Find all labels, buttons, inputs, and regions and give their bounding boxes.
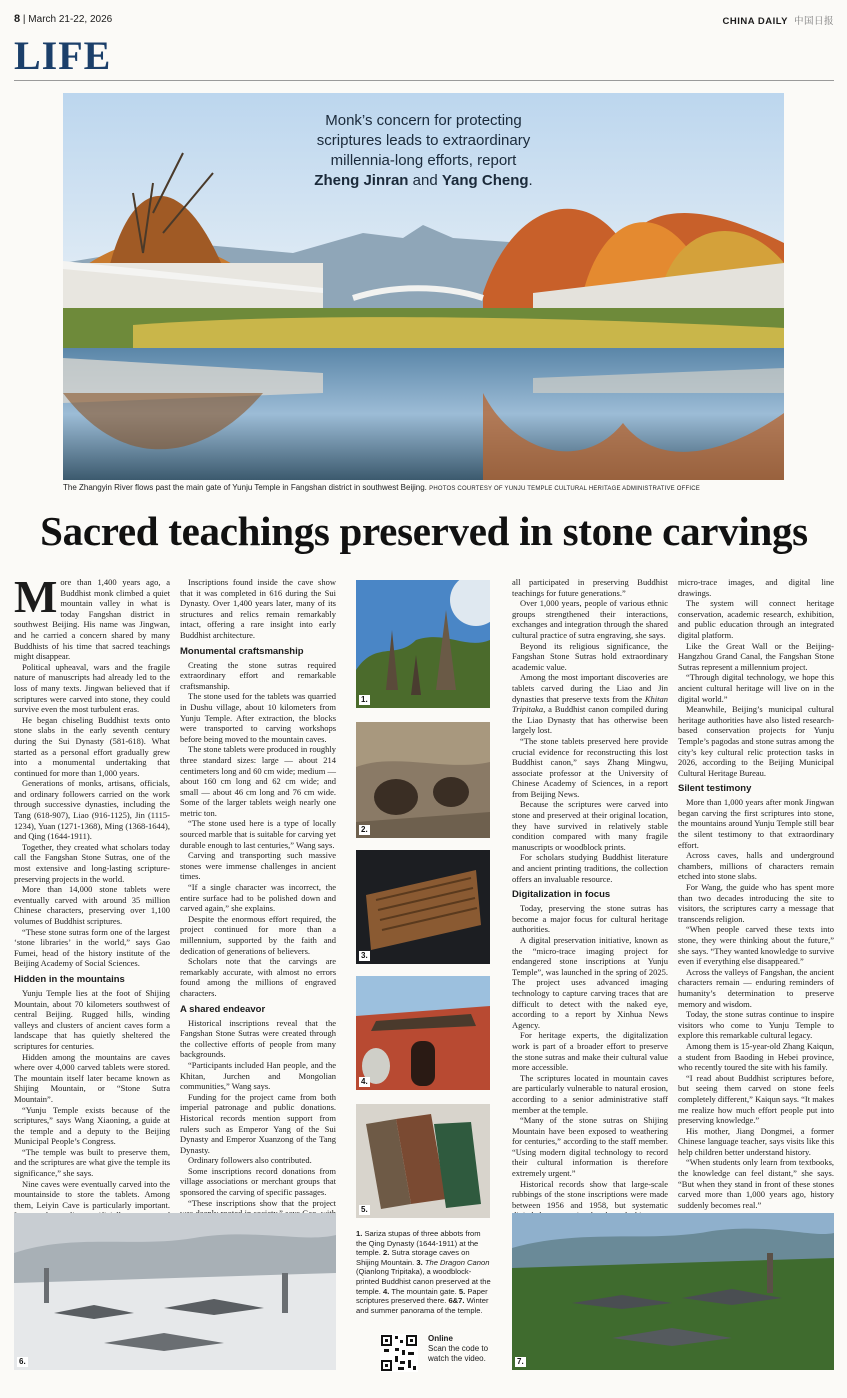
paragraph: Nine caves were eventually carved into the mountainside to store the tablets. Among them, Leiyin Cave is particularly important. xyxy=(14,1178,170,1210)
photo-number-5: 5. xyxy=(361,1205,368,1214)
drop-cap: M xyxy=(14,571,58,622)
photo-number-7: 7. xyxy=(517,1357,524,1366)
paragraph-text: ore than 1,400 years ago, a Buddhist monk climbed a quiet mountain valley in what is today Fangshan district in southwest Beijing. His name was Jingwan, and he carried a concern shared by many Buddhists of his time that sacred teachings might disappear. xyxy=(14,577,170,662)
paragraph: “When students only learn from textbooks, the knowledge can feel distant,” she says. “But when they stand in front of these stones carved more than 1,000 years ago, history suddenly becomes real.” xyxy=(678,1157,834,1210)
paragraph: “Through digital technology, we hope this ancient cultural heritage will live on in the digital world.” xyxy=(678,672,834,704)
photo-mountain-gate xyxy=(356,976,490,1090)
photo-stupas xyxy=(356,580,490,708)
paragraph: “The temple was built to preserve them, and the scriptures are what give the temple its significance,” she says. xyxy=(14,1146,170,1179)
paragraph: His mother, Jiang Dongmei, a former Chinese language teacher, says visits like this help children better understand history. xyxy=(678,1125,834,1157)
paragraph: “Participants included Han people, and the Khitan, Jurchen and Mongolian communities,” Wang says. xyxy=(180,1059,336,1092)
paragraph: Over 1,000 years, people of various ethnic groups strengthened their interactions, exchanges and integration through the shared cultural practice of sutra engraving, she says. xyxy=(512,598,668,640)
paragraph: A digital preservation initiative, known as the “micro-trace imaging project for endangered stone inscriptions at Yunju Temple”, was launched in the spring of 2025. The project uses advanced imaging technology to capture carving traces that are difficult to detect with the naked eye, according to a report by Xinhua News Agency. xyxy=(512,935,668,1030)
paragraph: The stone tablets were produced in roughly three standard sizes: large — about 214 centimeters long and 60 cm wide; medium — about 160 cm long and 62 cm wide; and small — about 46 cm long and 76 cm wide. Some of the larger tablets weigh nearly one metric ton. xyxy=(180,744,336,818)
caption-text-4: The mountain gate. xyxy=(389,1286,459,1296)
paragraph: micro-trace images, and digital line drawings. xyxy=(678,577,834,598)
author-1: Zheng Jinran xyxy=(314,172,409,189)
online-title: Online xyxy=(428,1334,453,1343)
column-2 xyxy=(180,577,336,1240)
photo-number-3: 3. xyxy=(361,951,368,960)
paragraph: “The stone tablets preserved here provide crucial evidence for reconstructing this lost Buddhist canon,” says Zhang Mingwu, associate professor at the University of Chinese Academy of Sciences, in a report from Beijing News. xyxy=(512,735,668,799)
paragraph: Because the scriptures were carved into stone and preserved at their original location, they have survived in relatively stable condition compared with many fragile manuscripts or woodblock prints. xyxy=(512,799,668,852)
caption-num-1: 1. xyxy=(356,1229,363,1238)
hero-caption xyxy=(63,483,823,492)
photo-paper-scriptures xyxy=(356,1104,490,1218)
gate-illustration xyxy=(356,976,490,1090)
author-2: Yang Cheng xyxy=(441,172,529,189)
photo-captions xyxy=(356,1229,492,1315)
paragraph: Ordinary followers also contributed. xyxy=(188,1155,312,1166)
paragraph-part: Among the most important discoveries are tablets carved during the Liao and Jin dynasties that preserve texts from the xyxy=(512,672,668,704)
photo-caves xyxy=(356,722,490,838)
paragraph: Together, they created what scholars today call the Fangshan Stone Sutras, one of the most extensive and long-lasting scripture-preserving projects in the world. xyxy=(14,841,170,884)
scriptures-illustration xyxy=(356,1104,490,1218)
hero-photo xyxy=(63,93,784,480)
photo-number-2: 2. xyxy=(361,825,368,834)
paragraph: “The stone used here is a type of locally sourced marble that is suitable for carving yet durable enough to last centuries,” Wang says. xyxy=(180,818,336,850)
paragraph: More than 1,000 years after monk Jingwan began carving the first scriptures into stone, the mountains around Yunju Temple still bear the silent testimony to that extraordinary effort. xyxy=(678,797,834,850)
qr-code[interactable] xyxy=(380,1334,418,1372)
paragraph: Historical inscriptions reveal that the Fangshan Stone Sutras were created through the collective efforts of people from many backgrounds. xyxy=(180,1017,336,1060)
column-1 xyxy=(14,571,170,1263)
woodblock-illustration xyxy=(356,850,490,964)
section-rule xyxy=(14,80,834,81)
paragraph: He began chiseling Buddhist texts onto stone slabs in the early seventh century during the Sui Dynasty (581-618). What started as a personal effort gradually grew into a monumental undertaking that continued for more than 1,000 years. xyxy=(14,714,170,778)
paragraph: The system will connect heritage conservation, academic research, exhibition, and public education through an integrated digital platform. xyxy=(678,598,834,640)
issue-date: March 21-22, 2026 xyxy=(28,14,113,25)
caption-text-3: (Qianlong Tripitaka), a woodblock-printed Buddhist canon preserved at the temple. xyxy=(356,1267,491,1296)
column-5 xyxy=(678,577,834,1251)
paragraph: Among them is 15-year-old Zhang Kaiqun, a student from Baoding in Hebei province, who recently toured the site with his family. xyxy=(678,1040,834,1073)
caption-text-1: Sariza stupas of three abbots from the Qing Dynasty (1644-1911) at the temple. xyxy=(356,1229,481,1258)
paragraph: Historical records show that large-scale rubbings of the stone inscriptions were made between 1956 and 1958, but systematic xyxy=(512,1178,668,1210)
paragraph: Across the valleys of Fangshan, the ancient characters remain — enduring reminders of humanity’s determination to preserve memory and wisdom. xyxy=(678,966,834,1009)
caption-num-67: 6&7. xyxy=(448,1296,465,1306)
paragraph: “Many of the stone sutras on Shijing Mountain have been exposed to weathering for centuries,” according to the staff member. “Using modern digital technology to record their cultural information is therefore extremely urgent.” xyxy=(512,1115,668,1179)
paragraph: “Yunju Temple exists because of the scriptures,” says Wang Xiaoning, a guide at the temple and a deputy to the Beijing Municipal People’s Congress. xyxy=(14,1104,170,1147)
subhead-monumental-craftsmanship: Monumental craftsmanship xyxy=(180,645,304,657)
hero-caption-text: The Zhangyin River flows past the main gate of Yunju Temple in Fangshan district in southwest Beijing. xyxy=(63,483,427,492)
paragraph: Today, preserving the stone sutras has become a major focus for cultural heritage authorities. xyxy=(512,903,668,935)
winter-panorama-illustration xyxy=(14,1213,336,1370)
masthead xyxy=(723,13,834,27)
paragraph: Funding for the project came from both imperial patronage and public donations. Historical records mention support from rulers such as Emperor Yang of the Sui Dynasty and Emperor Xuanzong of the Tang Dynasty. xyxy=(180,1091,336,1155)
subhead-shared-endeavor: A shared endeavor xyxy=(180,1003,266,1015)
khitan-tripitaka-title: Khitan Tripitaka xyxy=(512,693,668,715)
paragraph: Meanwhile, Beijing’s municipal cultural heritage authorities have also listed research-based conservation projects for Yunju Temple’s pagodas and stone sutras among the city’s key cultural relic protection tasks in 2026, according to the Beijing Municipal Cultural Heritage Bureau. xyxy=(678,704,834,778)
caption-num-2: 2. xyxy=(383,1248,390,1258)
paragraph: Across caves, halls and underground chambers, millions of characters remain etched into stone slabs. xyxy=(678,850,834,882)
paragraph: Beyond its religious significance, the Fangshan Stone Sutras hold extraordinary academic value. xyxy=(512,640,668,672)
caption-num-4: 4. xyxy=(383,1286,390,1296)
paragraph: Generations of monks, artisans, officials, and ordinary followers carried on the work through successive dynasties, including the Tang (618-907), Liao (916-1125), Jin (1115-1234), Yuan (1271-1368), Ming (1368-1644), and Qing (1644-1911). xyxy=(14,778,170,842)
paper-name: CHINA DAILY xyxy=(722,16,788,27)
standfirst-line-2: scriptures leads to extraordinary xyxy=(316,132,531,149)
photo-summer-panorama xyxy=(512,1213,834,1370)
paragraph: Political upheaval, wars and the fragile nature of manuscripts had already led to the loss of many texts. Jingwan believed that if scriptures were carved into stone, they could survive even the most turbulent eras. xyxy=(14,661,170,715)
standfirst-line-3: millennia-long efforts, report xyxy=(330,152,517,169)
standfirst-authors: Zheng Jinran and Yang Cheng. xyxy=(314,172,533,189)
lead-paragraph xyxy=(14,571,170,662)
paragraph: Inscriptions found inside the cave show that it was completed in 616 during the Sui Dynasty. Over 1,400 years later, many of its structures and relics remain remarkably intact, offering a rare insight into early Buddhist architecture. xyxy=(180,577,336,640)
caption-text-2: Sutra storage caves on Shijing Mountain. xyxy=(356,1248,470,1267)
caption-text-5: Paper scriptures preserved there. xyxy=(356,1286,488,1306)
subhead-silent-testimony: Silent testimony xyxy=(678,783,752,795)
paragraph: Some inscriptions record donations from village associations or merchant groups that sponsored the carving of specific passages. xyxy=(180,1165,336,1198)
separator: | xyxy=(22,14,29,25)
paragraph: Like the Great Wall or the Beijing-Hangzhou Grand Canal, the Fangshan Stone Sutras represent a millennium project. xyxy=(678,640,834,672)
photo-number-6: 6. xyxy=(19,1357,26,1366)
summer-panorama-illustration xyxy=(512,1213,834,1370)
headline: Sacred teachings preserved in stone carvings xyxy=(40,508,808,554)
online-text: Scan the code to watch the video. xyxy=(428,1344,489,1363)
paragraph: For scholars studying Buddhist literature and ancient printing traditions, the collection offers an invaluable resource. xyxy=(512,852,668,884)
paragraph: Creating the stone sutras required extraordinary effort and remarkable craftsmanship. xyxy=(180,659,336,691)
photo-dragon-canon xyxy=(356,850,490,964)
paragraph: “I read about Buddhist scriptures before, but seeing them carved on stone feels completely different,” Kaiqun says. “It makes me realize how much effort people put into preserving knowledge.” xyxy=(678,1072,834,1126)
paragraph: Despite the enormous effort required, the project continued for more than a millennium, supported by the faith and dedication of generations of believers. xyxy=(180,913,336,956)
paper-name-chinese: 中国日报 xyxy=(793,16,834,27)
page-number: 8 xyxy=(14,13,21,25)
paragraph: The stone used for the tablets was quarried in Dushu village, about 10 kilometers from Yunju Temple. After extraction, the blocks were transported to carving workshops before being moved to the mountain caves. xyxy=(180,691,336,744)
caption-title-3: The Dragon Canon xyxy=(424,1257,490,1267)
paragraph: Today, the stone sutras continue to inspire visitors who come to Yunju Temple to explore this remarkable cultural legacy. xyxy=(678,1009,834,1041)
paragraph: Yunju Temple lies at the foot of Shijing Mountain, about 70 kilometers southwest of central Beijing. Rugged hills, winding valleys and clusters of ancient caves form a landscape that has quietly sheltered the scriptures for centuries. xyxy=(14,987,170,1051)
subhead-hidden-in-mountains: Hidden in the mountains xyxy=(14,973,125,985)
paragraph: More than 14,000 stone tablets were eventually carved with around 35 million Chinese characters, preserving over 1,100 volumes of Buddhist scriptures. xyxy=(14,884,170,926)
paragraph: “These inscriptions show that the project xyxy=(188,1197,336,1208)
paragraph: For Wang, the guide who has spent more than two decades introducing the site to visitors, the scriptures carry a message that transcends religion. xyxy=(678,882,834,924)
caption-text-67: Winter and summer panorama of the temple. xyxy=(356,1296,489,1315)
cave-illustration xyxy=(356,722,490,838)
stupa-illustration xyxy=(356,580,490,708)
paragraph: The scriptures located in mountain caves are particularly vulnerable to natural erosion, according to a senior administrative staff member at the temple. xyxy=(512,1072,668,1115)
photo-winter-panorama xyxy=(14,1213,336,1370)
subhead-digitalization: Digitalization in focus xyxy=(512,889,611,901)
caption-num-3: 3. xyxy=(416,1257,423,1267)
author-and: and xyxy=(412,172,438,189)
paragraph: “These stone sutras form one of the largest ‘stone libraries’ in the world,” says Gao Fumei, head of the history institute of the Beijing Academy of Social Sciences. xyxy=(14,926,170,969)
qr-code-icon xyxy=(380,1334,418,1372)
paragraph: all participated in preserving Buddhist teachings for future generations.” xyxy=(512,577,668,598)
photo-number-1: 1. xyxy=(361,695,368,704)
section-title: LIFE xyxy=(14,33,112,78)
column-4 xyxy=(512,577,668,1274)
standfirst-line-1: Monk’s concern for protecting xyxy=(325,112,522,129)
top-bar xyxy=(14,13,834,29)
paragraph-part: , a Buddhist canon compiled during the Liao Dynasty that has otherwise been largely lost. xyxy=(512,704,668,736)
paragraph: Carving and transporting such massive stones were immense challenges in ancient times. xyxy=(180,850,336,882)
photo-credit: PHOTOS COURTESY OF YUNJU TEMPLE CULTURAL HERITAGE ADMINISTRATIVE OFFICE xyxy=(429,486,700,492)
paragraph: Scholars note that the carvings are remarkably accurate, with almost no errors found among the millions of engraved characters. xyxy=(180,956,336,998)
paragraph-khitan xyxy=(512,672,668,736)
caption-num-5: 5. xyxy=(458,1286,466,1296)
paragraph: Hidden among the mountains are caves where over 4,000 carved tablets were stored. The mountain itself later became known as Shijing Mountain, or “Stone Sutra Mountain”. xyxy=(14,1051,170,1104)
photo-number-4: 4. xyxy=(361,1077,368,1086)
paragraph: For heritage experts, the digitalization work is part of a broader effort to preserve the stone sutras and make their cultural value more accessible. xyxy=(512,1030,668,1073)
paragraph: “When people carved these texts into stone, they were thinking about the future,” she says. “They wanted knowledge to survive even if everything else disappeared.” xyxy=(678,924,834,967)
online-promo xyxy=(428,1334,498,1364)
paragraph: “If a single character was incorrect, the entire surface had to be polished down and carved again,” she explains. xyxy=(180,882,336,914)
hero-standfirst xyxy=(63,111,784,191)
